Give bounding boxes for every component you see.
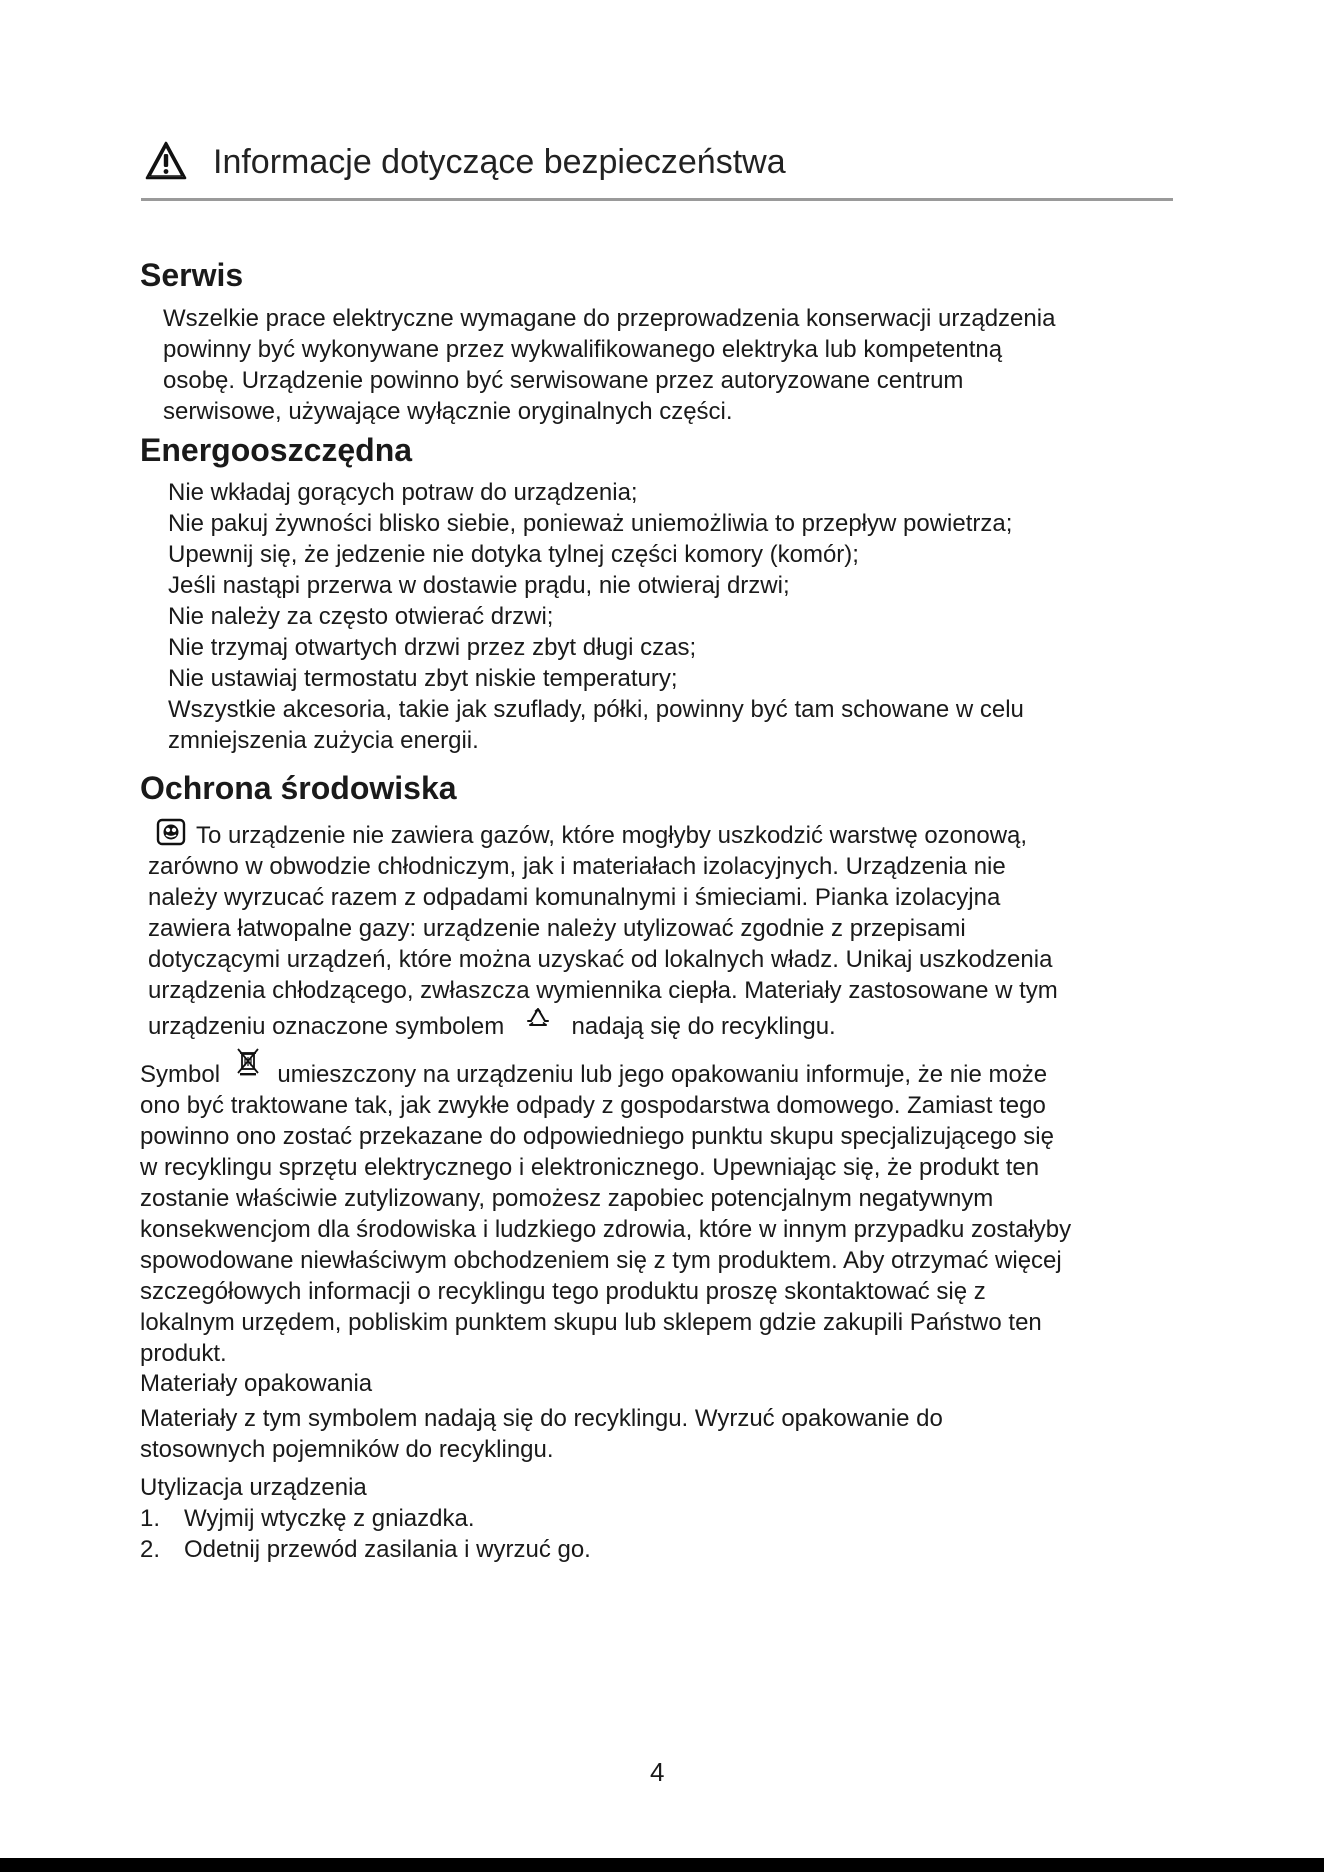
disposal-block (140, 1472, 591, 1565)
list-item: Nie trzymaj otwartych drzwi przez zbyt długi czas; (168, 634, 697, 661)
text-line: dotyczącymi urządzeń, które można uzyskać od lokalnych władz. Unikaj uszkodzenia (148, 946, 1053, 973)
text-line: osobę. Urządzenie powinno być serwisowane przez autoryzowane centrum (163, 367, 964, 394)
list-item: Wszystkie akcesoria, takie jak szuflady, półki, powinny być tam schowane w celu (168, 696, 1024, 723)
text-line: konsekwencjom dla środowiska i ludzkiego zdrowia, które w innym przypadku zostałyby (140, 1216, 1072, 1243)
text-line: spowodowane niewłaściwym obchodzeniem się z tym produktem. Aby otrzymać więcej (140, 1247, 1062, 1274)
text-line: należy wyrzucać razem z odpadami komunalnymi i śmieciami. Pianka izolacyjna (148, 884, 1001, 911)
list-item: Nie ustawiaj termostatu zbyt niskie temperatury; (168, 665, 678, 692)
text-line: zawiera łatwopalne gazy: urządzenie należy utylizować zgodnie z przepisami (148, 915, 966, 942)
text-line: produkt. (140, 1340, 227, 1367)
list-item (140, 1503, 591, 1534)
list-item: Nie należy za często otwierać drzwi; (168, 603, 554, 630)
step-text: Odetnij przewód zasilania i wyrzuć go. (184, 1536, 591, 1563)
text-line: Wszelkie prace elektryczne wymagane do przeprowadzenia konserwacji urządzenia (163, 305, 1056, 332)
list-item: Jeśli nastąpi przerwa w dostawie prądu, nie otwieraj drzwi; (168, 572, 790, 599)
text-line: ono być traktowane tak, jak zwykłe odpady z gospodarstwa domowego. Zamiast tego (140, 1092, 1046, 1119)
text-line: powinny być wykonywane przez wykwalifikowanego elektryka lub kompetentną (163, 336, 1003, 363)
page-title: Informacje dotyczące bezpieczeństwa (213, 143, 786, 181)
text-line: urządzeniu oznaczone symbolem (148, 1013, 505, 1040)
text-line: powinno ono zostać przekazane do odpowiedniego punktu skupu specjalizującego się (140, 1123, 1054, 1150)
section-title-serwis: Serwis (140, 257, 244, 293)
warning-triangle-icon (144, 140, 188, 182)
list-item: Nie pakuj żywności blisko siebie, ponieważ uniemożliwia to przepływ powietrza; (168, 510, 1013, 537)
text-line: Symbol (140, 1061, 221, 1088)
text-line: zostanie właściwie zutylizowany, pomożesz zapobiec potencjalnym negatywnym (140, 1185, 994, 1212)
text-line: Materiały z tym symbolem nadają się do recyklingu. Wyrzuć opakowanie do (140, 1405, 943, 1432)
list-item (140, 1534, 591, 1565)
ozone-safe-icon (156, 818, 186, 846)
text-line: urządzenia chłodzącego, zwłaszcza wymiennika ciepła. Materiały zastosowane w tym (148, 977, 1058, 1004)
serwis-paragraph (163, 303, 1055, 427)
text-line: w recyklingu sprzętu elektrycznego i elektronicznego. Upewniając się, że produkt ten (140, 1154, 1040, 1181)
step-number: 2. (140, 1536, 161, 1563)
subheading-packaging: Materiały opakowania (140, 1370, 373, 1397)
energo-list (168, 477, 1024, 756)
crossed-bin-icon (235, 1046, 261, 1076)
packaging-block (140, 1368, 943, 1465)
step-number: 1. (140, 1505, 161, 1532)
text-line: lokalnym urzędem, pobliskim punktem skupu lub sklepem gdzie zakupili Państwo ten (140, 1309, 1042, 1336)
text-line: umieszczony na urządzeniu lub jego opakowaniu informuje, że nie może (277, 1061, 1048, 1088)
text-line: stosownych pojemników do recyklingu. (140, 1436, 554, 1463)
text-line: zarówno w obwodzie chłodniczym, jak i materiałach izolacyjnych. Urządzenia nie (148, 853, 1006, 880)
step-text: Wyjmij wtyczkę z gniazdka. (184, 1505, 475, 1532)
page-header (141, 134, 1173, 201)
section-title-ochrona: Ochrona środowiska (140, 770, 457, 806)
page-number: 4 (650, 1757, 665, 1787)
text-line: szczegółowych informacji o recyklingu tego produktu proszę skontaktować się z (140, 1278, 986, 1305)
list-item: Nie wkładaj gorących potraw do urządzenia; (168, 479, 638, 506)
weee-paragraph (140, 1046, 1071, 1369)
recycle-icon (525, 1006, 551, 1030)
text-line: nadają się do recyklingu. (571, 1013, 836, 1040)
footer-bar (0, 1858, 1324, 1872)
subheading-disposal: Utylizacja urządzenia (140, 1474, 367, 1501)
ozone-paragraph (148, 818, 1058, 1042)
list-item: Upewnij się, że jedzenie nie dotyka tylnej części komory (komór); (168, 541, 859, 568)
text-line: To urządzenie nie zawiera gazów, które mogłyby uszkodzić warstwę ozonową, (196, 822, 1028, 849)
disposal-steps (140, 1503, 591, 1565)
list-item: zmniejszenia zużycia energii. (168, 727, 479, 754)
text-line: serwisowe, używające wyłącznie oryginalnych części. (163, 398, 733, 425)
section-title-energo: Energooszczędna (140, 432, 413, 468)
